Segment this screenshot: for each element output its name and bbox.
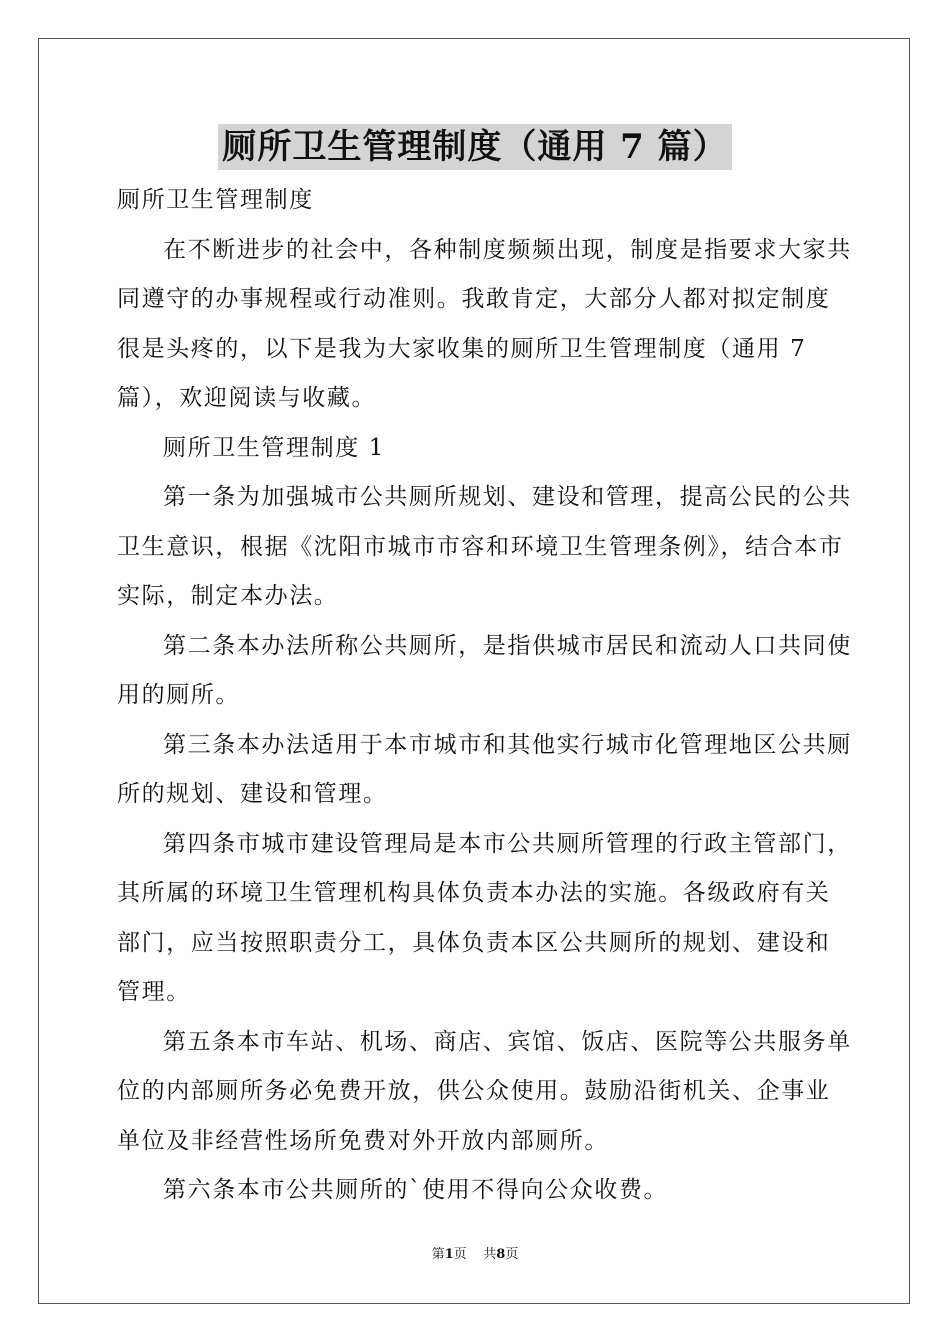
paragraph-article-3: 第三条本办法适用于本市城市和其他实行城市化管理地区公共厕所的规划、建设和管理。 xyxy=(117,731,852,807)
total-prefix: 共 xyxy=(483,1247,497,1262)
title-container xyxy=(0,124,950,170)
paragraph-article-4: 第四条市城市建设管理局是本市公共厕所管理的行政主管部门，其所属的环境卫生管理机构具体负责本办法的实施。各级政府有关部门，应当按照职责分工，具体负责本区公共厕所的规划、建设和管理。 xyxy=(117,830,852,1005)
document-subtitle: 厕所卫生管理制度 xyxy=(117,187,314,213)
page-number: 1 xyxy=(444,1247,454,1262)
total-pages: 8 xyxy=(496,1247,506,1262)
paragraph-intro: 在不断进步的社会中，各种制度频频出现，制度是指要求大家共同遵守的办事规程或行动准则。我敢肯定，大部分人都对拟定制度很是头疼的，以下是我为大家收集的厕所卫生管理制度（通用 7 篇），欢迎阅读与收藏。 xyxy=(117,236,852,411)
page-suffix: 页 xyxy=(453,1247,467,1262)
page-prefix: 第 xyxy=(431,1247,445,1262)
section-heading: 厕所卫生管理制度 1 xyxy=(163,434,385,461)
document-body xyxy=(117,176,852,1216)
paragraph-article-6: 第六条本市公共厕所的`使用不得向公众收费。 xyxy=(163,1177,669,1203)
paragraph-article-5: 第五条本市车站、机场、商店、宾馆、饭店、医院等公共服务单位的内部厕所务必免费开放，供公众使用。鼓励沿街机关、企事业单位及非经营性场所免费对外开放内部厕所。 xyxy=(117,1028,852,1154)
total-suffix: 页 xyxy=(505,1247,519,1262)
document-title: 厕所卫生管理制度（通用 7 篇） xyxy=(218,124,731,170)
page-footer xyxy=(0,1246,950,1264)
paragraph-article-1: 第一条为加强城市公共厕所规划、建设和管理，提高公民的公共卫生意识，根据《沈阳市城市市容和环境卫生管理条例》，结合本市实际，制定本办法。 xyxy=(117,484,852,609)
paragraph-article-2: 第二条本办法所称公共厕所，是指供城市居民和流动人口共同使用的厕所。 xyxy=(117,632,852,708)
